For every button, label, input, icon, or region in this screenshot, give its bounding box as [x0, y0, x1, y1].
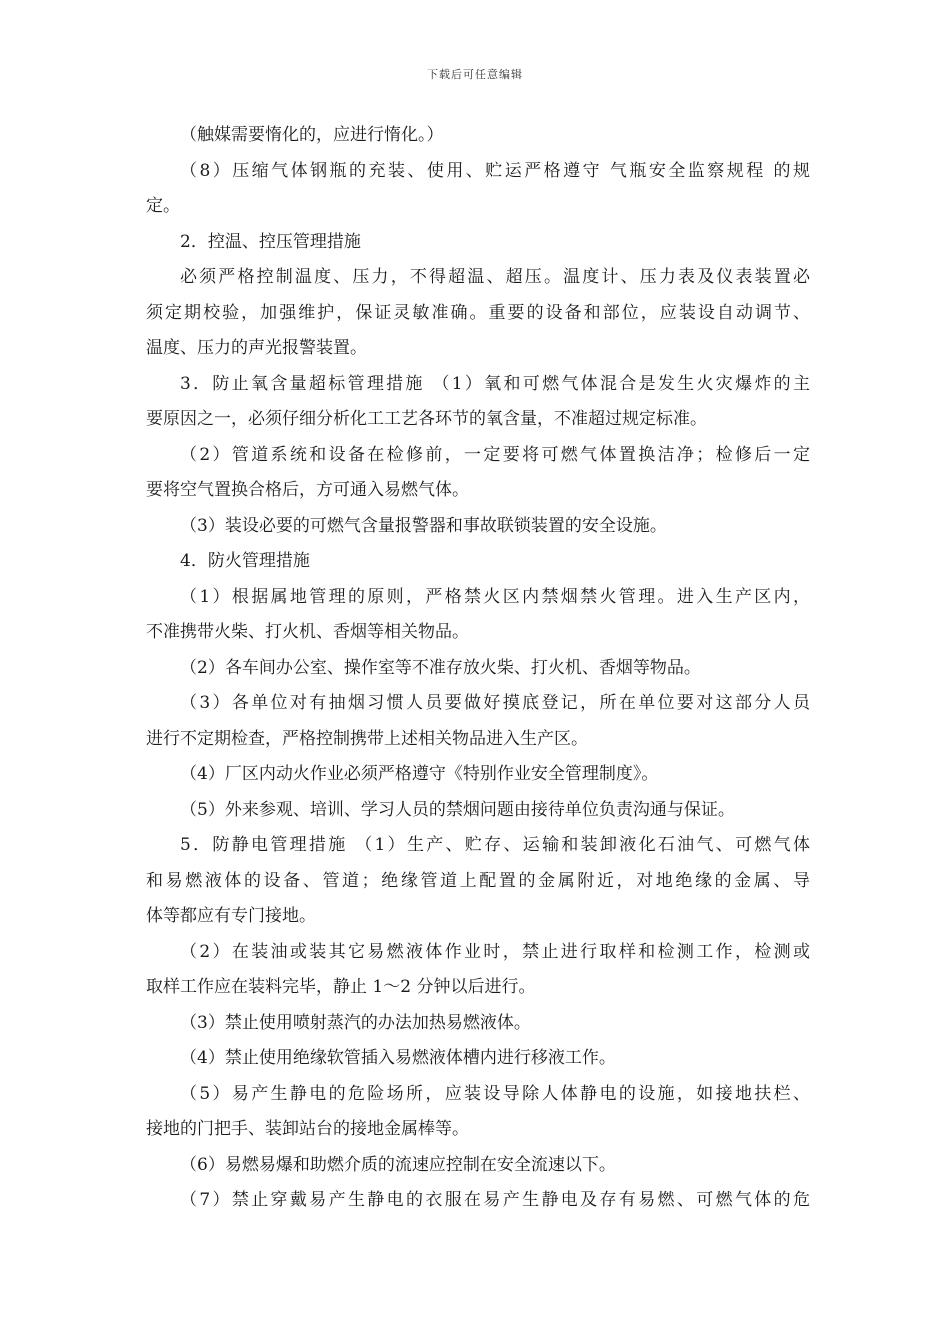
text-line: （4）禁止使用绝缘软管插入易燃液体槽内进行移液工作。	[180, 1048, 616, 1068]
section-heading: 3．防止氧含量超标管理措施 （1）氧和可燃气体混合是发生火灾爆炸的主	[180, 373, 810, 394]
text-line: 温度、压力的声光报警装置。	[146, 338, 367, 358]
text-line: （3）各单位对有抽烟习惯人员要做好摸底登记，所在单位要对这部分人员	[180, 693, 810, 713]
text-line: （3）装设必要的可燃气含量报警器和事故联锁装置的安全设施。	[180, 515, 667, 536]
text-line: 要将空气置换合格后，方可通入易燃气体。	[146, 480, 469, 500]
text-line: 要原因之一，必须仔细分析化工工艺各环节的氧含量，不准超过规定标准。	[146, 409, 707, 429]
text-line: （7）禁止穿戴易产生静电的衣服在易产生静电及存有易燃、可燃气体的危	[180, 1190, 810, 1210]
text-line: （2）各车间办公室、操作室等不准存放火柴、打火机、香烟等物品。	[180, 657, 701, 678]
text-line: 和易燃液体的设备、管道；绝缘管道上配置的金属附近，对地绝缘的金属、导	[146, 870, 810, 891]
text-line: 定。	[146, 196, 180, 216]
text-line: （6）易燃易爆和助燃介质的流速应控制在安全流速以下。	[180, 1154, 616, 1175]
text-line: 接地的门把手、装卸站台的接地金属棒等。	[146, 1119, 469, 1139]
text-line: （1）根据属地管理的原则，严格禁火区内禁烟禁火管理。进入生产区内，	[180, 586, 810, 607]
text-line: 取样工作应在装料完毕，静止 1～2 分钟以后进行。	[146, 977, 536, 997]
text-line: 不准携带火柴、打火机、香烟等相关物品。	[146, 622, 469, 642]
text-line: （5）易产生静电的危险场所，应装设导除人体静电的设施，如接地扶栏、	[180, 1083, 810, 1104]
text-line: （4）厂区内动火作业必须严格遵守《特别作业安全管理制度》。	[180, 764, 659, 784]
section-heading: 5．防静电管理措施 （1）生产、贮存、运输和装卸液化石油气、可燃气体	[180, 835, 810, 855]
text-line: 必须严格控制温度、压力，不得超温、超压。温度计、压力表及仪表装置必	[180, 267, 810, 287]
text-line: （8）压缩气体钢瓶的充装、使用、贮运严格遵守 气瓶安全监察规程 的规	[180, 160, 810, 181]
text-line: （2）在装油或装其它易燃液体作业时，禁止进行取样和检测工作，检测或	[180, 941, 810, 962]
section-heading: 2．控温、控压管理措施	[180, 231, 361, 252]
text-line: 进行不定期检查，严格控制携带上述相关物品进入生产区。	[146, 728, 588, 749]
text-line: （触媒需要惰化的，应进行惰化。）	[180, 125, 444, 145]
page-header: 下载后可任意编辑	[427, 68, 523, 81]
text-line: （3）禁止使用喷射蒸汽的办法加热易燃液体。	[180, 1012, 531, 1033]
text-line: 体等都应有专门接地。	[146, 906, 316, 926]
section-heading: 4．防火管理措施	[180, 551, 310, 571]
text-line: （5）外来参观、培训、学习人员的禁烟问题由接待单位负责沟通与保证。	[180, 799, 735, 820]
text-line: （2）管道系统和设备在检修前，一定要将可燃气体置换洁净；检修后一定	[180, 444, 810, 465]
document-body	[146, 118, 810, 1219]
text-line: 须定期校验，加强维护，保证灵敏准确。重要的设备和部位，应装设自动调节、	[146, 302, 810, 323]
